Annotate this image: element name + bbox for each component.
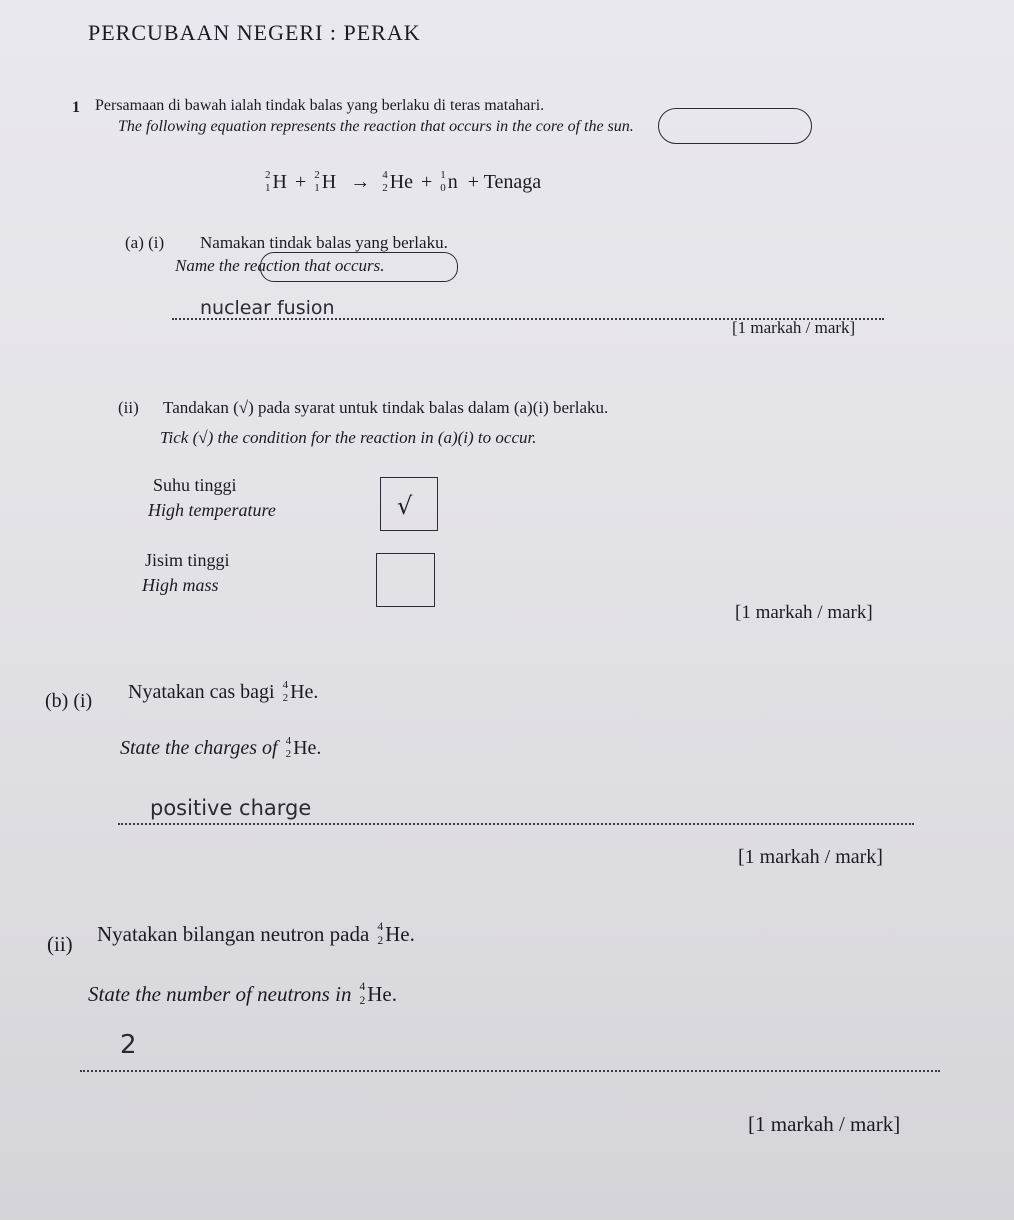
plus-sign: + bbox=[294, 170, 307, 193]
check-icon: √ bbox=[397, 492, 413, 520]
marks-label: [1 markah / mark] bbox=[738, 846, 883, 868]
part-a-ii-question-malay: Tandakan (√) pada syarat untuk tindak balas dalam (a)(i) berlaku. bbox=[163, 398, 609, 417]
annotation-circle bbox=[260, 252, 458, 282]
part-b-i-label: (b) (i) bbox=[45, 690, 93, 712]
isotope-he4: 4 2 bbox=[359, 981, 366, 1007]
part-b-i-question-malay: Nyatakan cas bagi 4 2 He. bbox=[128, 679, 319, 704]
checkbox-high-temperature[interactable] bbox=[380, 477, 438, 531]
nuclear-equation bbox=[265, 170, 541, 194]
part-b-i-question-english: State the charges of 4 2 He. bbox=[120, 735, 322, 760]
isotope-h2-reactant-2: 2 1 bbox=[314, 169, 320, 194]
part-b-ii-question-malay: Nyatakan bilangan neutron pada 4 2 He. bbox=[97, 921, 415, 947]
intro-english: The following equation represents the reaction that occurs in the core of the sun. bbox=[118, 118, 634, 135]
part-b-ii-label: (ii) bbox=[47, 932, 73, 956]
isotope-he4: 4 2 bbox=[285, 735, 292, 760]
annotation-circle bbox=[658, 108, 812, 144]
part-a-i-question-english: Name the reaction that occurs. bbox=[175, 256, 385, 275]
answer-line bbox=[118, 823, 914, 825]
part-b-ii-question-english: State the number of neutrons in 4 2 He. bbox=[88, 981, 397, 1007]
option-label-english: High mass bbox=[142, 575, 219, 595]
answer-line bbox=[80, 1070, 940, 1072]
marks-label: [1 markah / mark] bbox=[732, 318, 856, 337]
part-a-i-label: (a) (i) bbox=[125, 233, 165, 252]
energy-term: + Tenaga bbox=[467, 170, 542, 193]
symbol-he: He bbox=[389, 170, 414, 193]
page-title: PERCUBAAN NEGERI : PERAK bbox=[88, 20, 421, 45]
option-label-malay: Jisim tinggi bbox=[145, 550, 230, 570]
option-label-malay: Suhu tinggi bbox=[153, 475, 237, 495]
part-a-ii-label: (ii) bbox=[118, 398, 139, 417]
answer-b-i: positive charge bbox=[150, 796, 312, 820]
question-number: 1 bbox=[72, 99, 80, 116]
symbol-n: n bbox=[447, 170, 458, 193]
option-label-english: High temperature bbox=[148, 500, 276, 520]
answer-a-i: nuclear fusion bbox=[200, 297, 335, 319]
marks-label: [1 markah / mark] bbox=[748, 1112, 901, 1136]
marks-label: [1 markah / mark] bbox=[735, 602, 873, 623]
part-a-ii-question-english: Tick (√) the condition for the reaction in (a)(i) to occur. bbox=[160, 428, 537, 447]
part-a-i-question-malay: Namakan tindak balas yang berlaku. bbox=[200, 233, 448, 252]
plus-sign: + bbox=[421, 170, 433, 193]
isotope-he4: 4 2 bbox=[377, 921, 384, 947]
isotope-neutron: 1 0 bbox=[440, 169, 446, 194]
isotope-he4: 4 2 bbox=[282, 679, 289, 704]
symbol-h: H bbox=[272, 170, 287, 193]
symbol-h: H bbox=[321, 170, 337, 193]
checkbox-high-mass[interactable] bbox=[376, 553, 435, 607]
intro-malay: Persamaan di bawah ialah tindak balas yang berlaku di teras matahari. bbox=[95, 97, 545, 114]
isotope-h2-reactant-1: 2 1 bbox=[265, 169, 271, 194]
answer-b-ii: 2 bbox=[120, 1030, 137, 1060]
isotope-he4-product: 4 2 bbox=[382, 169, 388, 194]
arrow-icon: → bbox=[350, 170, 371, 193]
